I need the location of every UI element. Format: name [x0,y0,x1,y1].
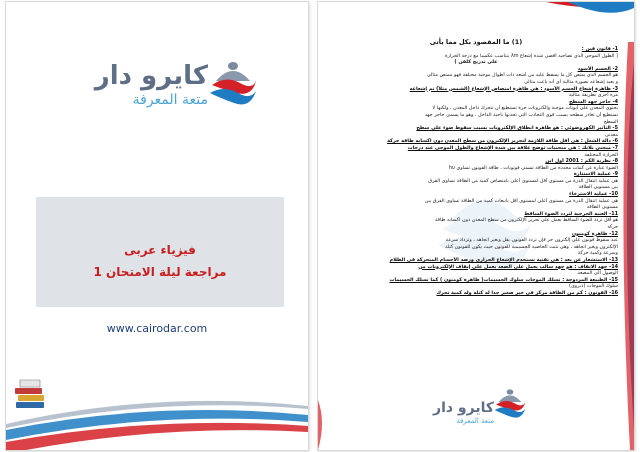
definition-text: مستويى الطاقة [586,204,618,211]
definition-text: يحتوى المعدن على أيونات موجبة والكترونات حرة تستطيع أن تتحرك داخل المعدن ، ولكنها لا [432,105,618,112]
brand-name: كايرو دار [94,61,208,91]
definition-text: تستطيع أن تغادر سطحه بسبب قوى التجاذب التى تجذبها ناحية الداخل ، وهو ما يسمى حاجز جهد [424,111,618,118]
stripe-decoration [6,360,308,450]
cover-subject: فيزياء عربى [124,243,196,257]
cover-subtitle: مراجعة ليلة الامتحان 1 [93,265,227,279]
definition-text: هو الجسم الذى يمتص كل ما يسقط عليه من أشعة ذات أطوال موجية مختلفة فهو ممتص مثالى [426,72,618,79]
website-url: www.cairodar.com [106,322,208,335]
definition-text: مرة أخرى بطريقة مثالية [568,92,618,99]
brand-tagline: متعة المعرفة [132,92,208,108]
definition-heading: 5- التأثير الكهروضوئى : هو ظاهرة انطلاق الإلكترونات بسبب سقوط ضوء على سطح [416,125,618,132]
definition-text: الضوء عبارة عن كمات محددة من الطاقة تسمى فوتونات ، طاقة الفوتون تساوى hυ [449,164,618,171]
footer-brand-name: كايرو دار [433,400,494,416]
definitions-list [334,46,618,297]
definition-heading: 15- الطبيعة المزدوجة : تسلك الموجات سلوك الجسيمات( ظاهرة كومتون ) كما تسلك الجسيمات [389,276,618,283]
definition-heading: 6- دالة الشغل : هى أقل طاقة اللازمة لتحرير الإلكترون من سطح المعدن دون اكسابه طاقة حركة [387,138,618,145]
definition-heading: 10- عملية الاسترخاء [569,191,618,198]
definition-text: الحرارة المختلفة [584,151,618,158]
definition-text: و يعيد إشعاعه بصورة مثالية أى أنه باعث مثالى [524,78,618,85]
definition-heading: 7- منحنى بلانك : هى منحنيات توضح علاقة بين شدة الإشعاع والطول الموجى عند درجات [407,144,618,151]
question-title: (1) ما المقصود بكل مما يأتى [429,38,523,46]
definition-heading: 2- الجسم الأسود [577,65,618,72]
definition-heading: 4- حاجز جهد السطح [569,98,618,105]
definition-text: الوصول الى المصعد [577,270,618,277]
definition-heading: 11- العتبة الحرجية لتردد الضوء الساقط [524,210,618,217]
definition-text: السطح [603,118,618,125]
definition-text: بين مستويى الطاقة [578,184,618,191]
definition-heading: 8- نظرية الكم : 2001 أول آين [545,158,618,165]
cover-title-box [36,197,284,307]
definition-text: هى عملية انتقال الذرة من مستوى أقل لمستوى أعلى بامتصاص كمية من الطاقة تساوى الفرق [428,177,618,184]
definition-text: هى عملية انتقال الذرة من مستوى أعلى لمستوى أقل بانبعاث كمية من الطاقة تساوى الفرق بين [424,197,618,204]
definition-text: سلوك الموجات (دبروى) [569,283,618,290]
brand-logo [68,57,278,117]
cairodar-logo-icon [492,386,528,422]
definition-text: عند سقوط فوتون على إلكترون حر فإن تردد الفوتون يقل ويغير اتجاهه ، وتزداد سرعة [445,237,618,244]
book-stack-icon [10,376,50,416]
definition-heading: 1- فاتون فين : [581,46,618,52]
definition-heading: 14- جهد الايقاف : هو جهد سالب يعمل على الصعد يعمل على إيقاف الإلكترونات من [418,263,618,270]
footer-brand-tagline: متعة المعرفة [456,417,494,425]
cairodar-logo-icon [206,57,260,111]
definition-heading: 12- ظاهرة كومتون [571,230,618,237]
definition-text: حركة [607,224,618,231]
definition-heading: 3- ظاهرة إشعاع الجسم الأسود : هى ظاهرة امتصاص الإشعاع (الشمس مثلاً) ثم إشعاعه [409,85,618,92]
definition-heading: 16- الفوتون : كم من الطاقة مركز فى حيز صغير جدا له كتلة وله كمية تحرك [436,289,618,296]
content-page [318,2,634,450]
definition-text: هو أقل تردد للضوء الساقط يعمل على تحرير الإلكترون من سطح المعدن دون اكسابه طاقة [435,217,618,224]
definition-heading: 13- الاستشعار عن بعد : هى تقنية تستخدم الإشعاع الحرارى ورصد الأجسام المتحركة فى الظلام [389,257,618,263]
definition-text: الإلكترون ويغير اتجاهه ، وهى تثبت الخاصية الجسيمية للفوتون حيث يكون للفوتون كتلة [445,243,618,250]
definition-text: على تدريج كلفن ) [454,59,498,66]
cover-page [6,2,308,450]
definition-text: معدنى [605,131,618,138]
definition-text: ( الطول الموجى الذى تصاحبه أقصى شدة إشعاع λm يتناسب عكسيا مع درجة الحرارة [444,52,618,59]
definition-text: وسرعة وكمية حركة [577,250,618,257]
definition-heading: 9- عملية الاستثارة [573,171,618,178]
footer-logo [416,386,536,436]
